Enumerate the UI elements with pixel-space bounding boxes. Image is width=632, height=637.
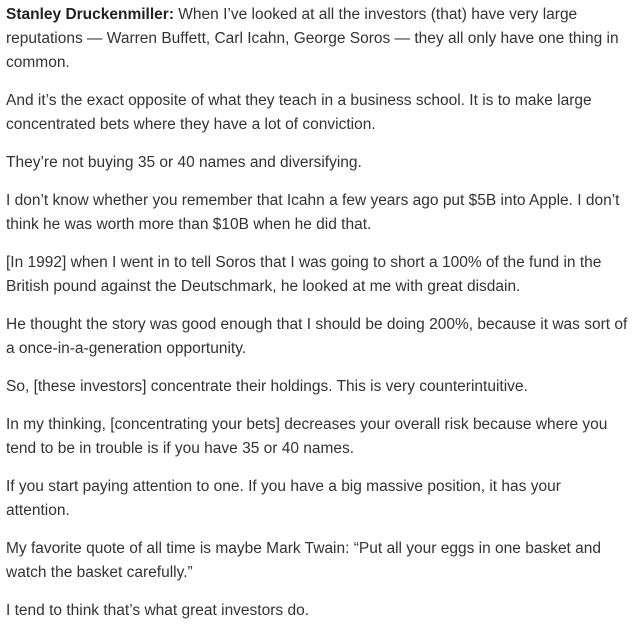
paragraph: And it’s the exact opposite of what they teach in a business school. It is to make large concentrated bets where they have a lot of conviction. bbox=[6, 92, 592, 133]
paragraph: [In 1992] when I went in to tell Soros that I was going to short a 100% of the fund in the British pound against the Deutschmark, he looked at me with great disdain. bbox=[6, 254, 602, 295]
paragraph: I tend to think that’s what great investors do. bbox=[6, 602, 309, 619]
paragraph-text: When I’ve looked at all the investors (that) have very large reputations — Warren Buffett, Carl Icahn, George Soros — they all only have one thing in common. bbox=[6, 6, 619, 71]
paragraph: In my thinking, [concentrating your bets] decreases your overall risk because where you tend to be in trouble is if you have 35 or 40 names. bbox=[6, 416, 608, 457]
paragraph-intro bbox=[6, 3, 628, 75]
paragraph: They’re not buying 35 or 40 names and diversifying. bbox=[6, 154, 362, 171]
paragraph: I don’t know whether you remember that Icahn a few years ago put $5B into Apple. I don’t think he was worth more than $10B when he did that. bbox=[6, 192, 620, 233]
paragraph: So, [these investors] concentrate their holdings. This is very counterintuitive. bbox=[6, 378, 528, 395]
paragraph: He thought the story was good enough that I should be doing 200%, because it was sort of a once-in-a-generation opportunity. bbox=[6, 316, 628, 357]
article-body bbox=[6, 3, 628, 637]
paragraph: If you start paying attention to one. If you have a big massive position, it has your attention. bbox=[6, 478, 561, 519]
paragraph: My favorite quote of all time is maybe Mark Twain: “Put all your eggs in one basket and watch the basket carefully.” bbox=[6, 540, 602, 581]
speaker-name: Stanley Druckenmiller: bbox=[6, 6, 174, 23]
